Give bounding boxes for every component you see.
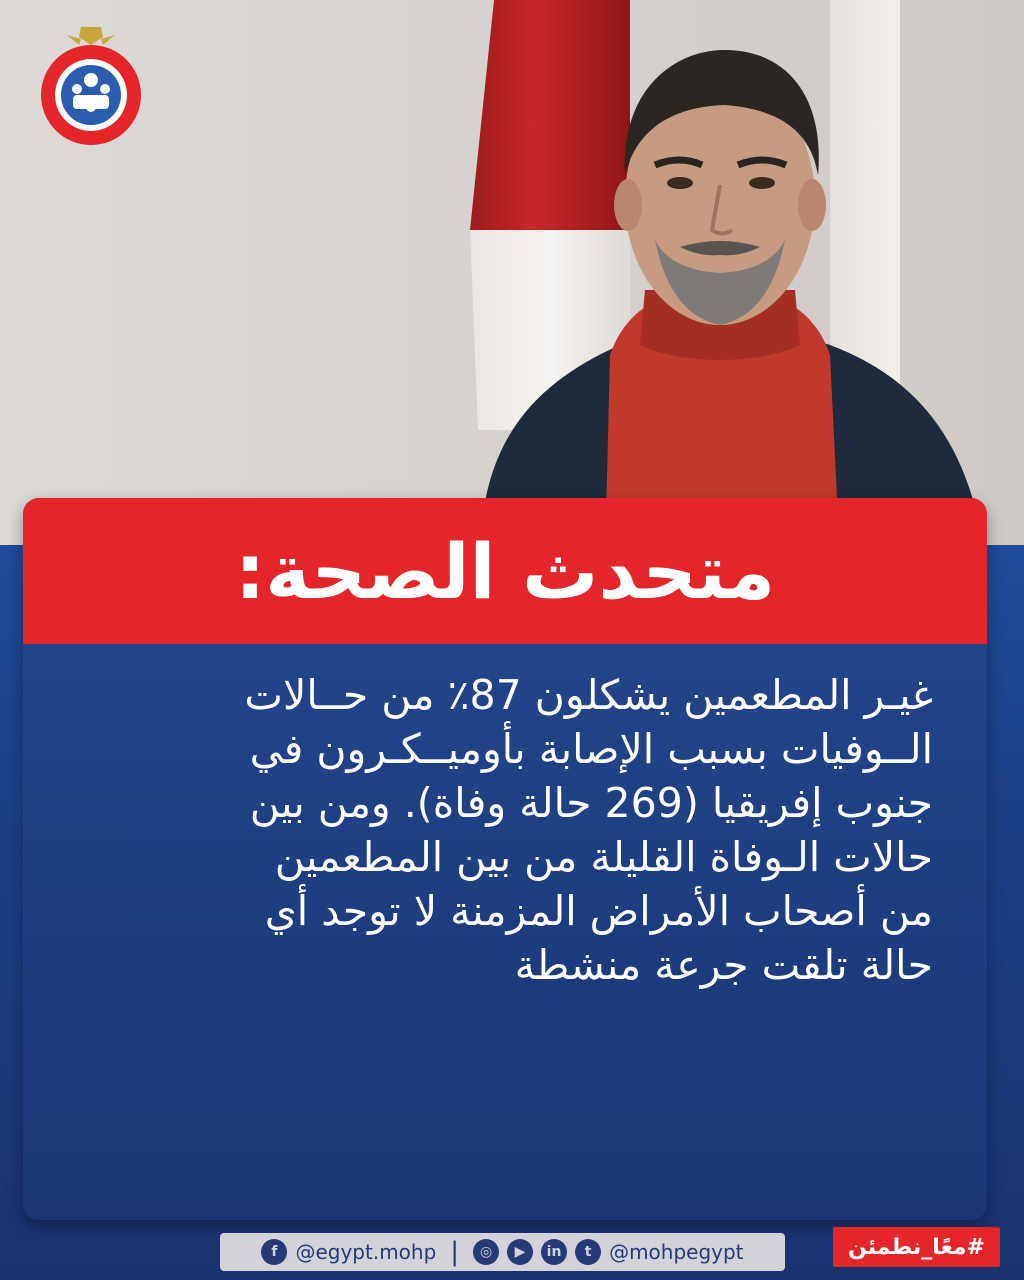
ministry-logo (37, 25, 145, 145)
spokesperson-portrait (440, 25, 1000, 560)
headline-banner (23, 498, 987, 644)
header-photo (0, 0, 1024, 560)
social-handle[interactable]: @mohpegypt (609, 1240, 744, 1264)
body-line: الــوفيات بسبب الإصابة بأوميــكـرون في (249, 725, 933, 773)
twitter-icon[interactable]: t (575, 1239, 601, 1265)
body-line: حالة تلقت جرعة منشطة (514, 941, 933, 989)
body-line: من أصحاب الأمراض المزمنة لا توجد أي (264, 887, 933, 935)
instagram-icon[interactable]: ◎ (473, 1239, 499, 1265)
facebook-handle[interactable]: @egypt.mohp (295, 1240, 437, 1264)
social-footer (220, 1233, 785, 1271)
statement-card (23, 498, 987, 1220)
linkedin-icon[interactable]: in (541, 1239, 567, 1265)
headline: متحدث الصحة: (234, 526, 776, 616)
youtube-icon[interactable]: ▶ (507, 1239, 533, 1265)
facebook-icon[interactable]: f (261, 1239, 287, 1265)
divider: | (450, 1237, 460, 1267)
body-line: جنوب إفريقيا (269 حالة وفاة). ومن بين (249, 779, 933, 827)
body-line: حالات الـوفاة القليلة من بين المطعمين (274, 833, 933, 881)
body-line: غيـر المطعمين يشكلون 87٪ من حــالات (244, 671, 933, 719)
statement-body (83, 668, 933, 992)
hashtag-badge: #معًا_نطمئن (833, 1227, 1000, 1267)
